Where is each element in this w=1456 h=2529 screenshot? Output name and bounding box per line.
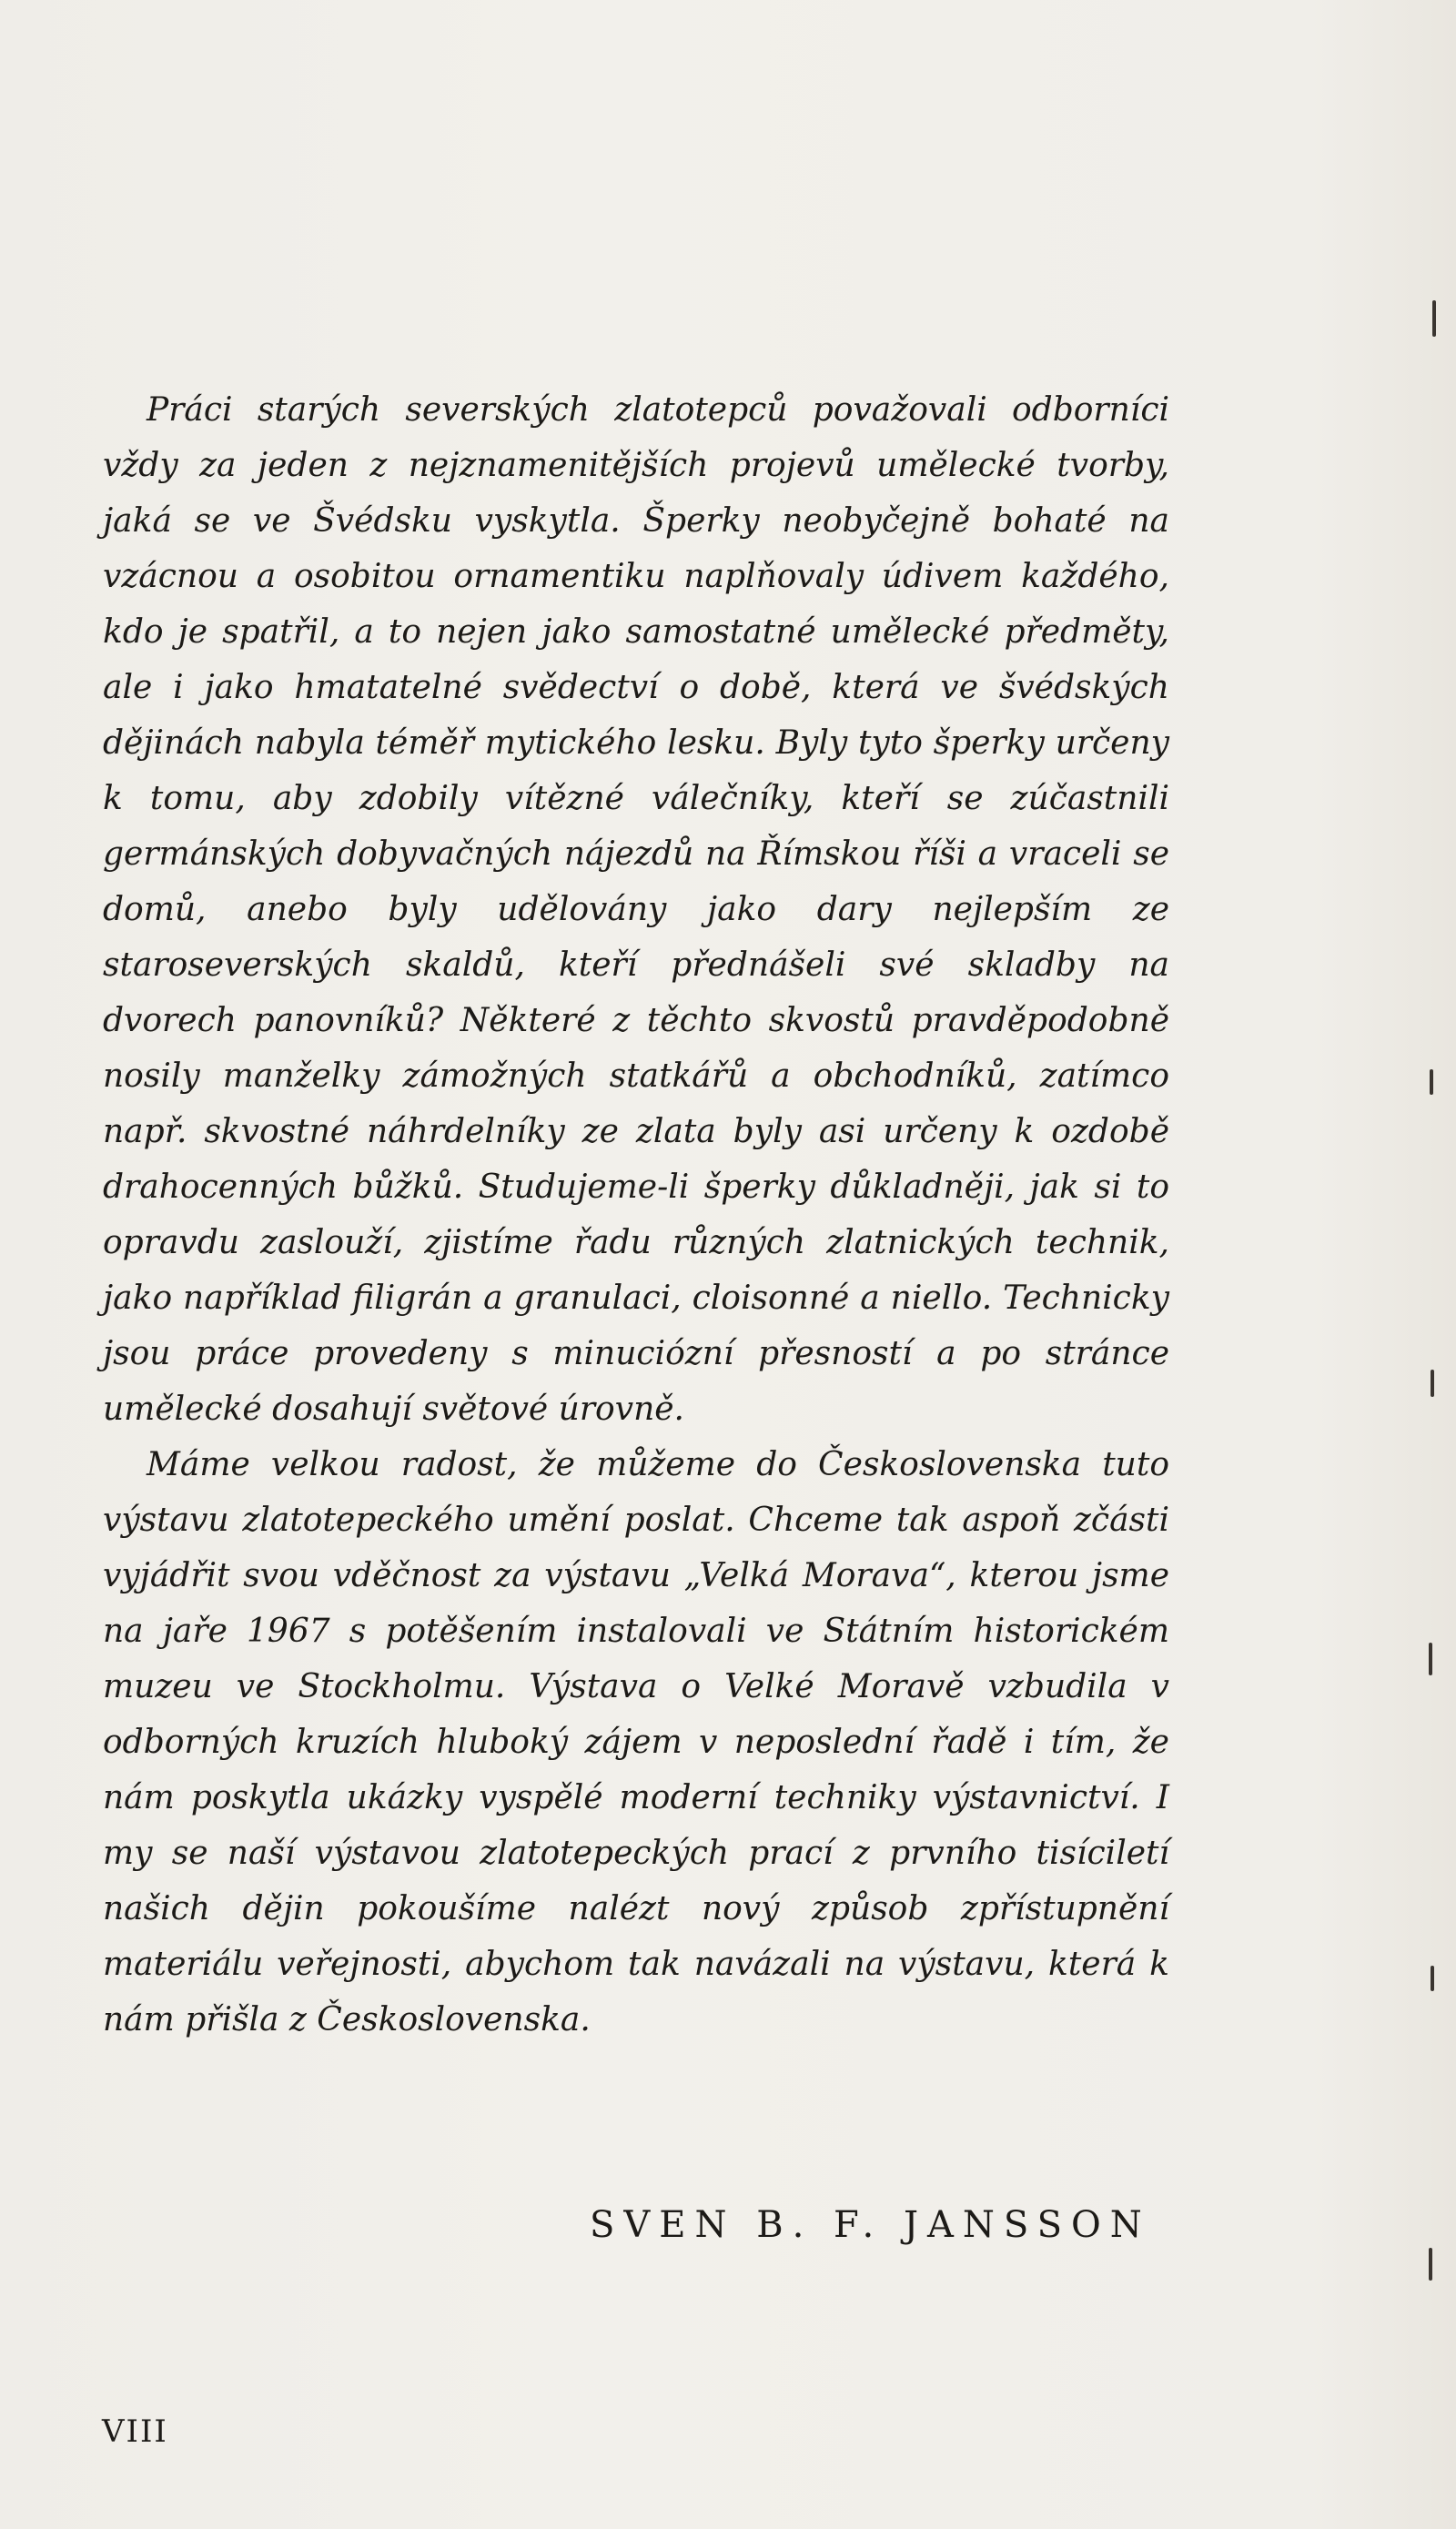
page-edge-mark [1432,300,1436,337]
page-edge-mark [1430,1069,1433,1095]
paragraph-2: Máme velkou radost, že můžeme do Československa tuto výstavu zlatotepeckého umění poslat. Chceme tak aspoň zčásti vyjádřit svou vděčnost za výstavu „Velká Morava“, kterou jsme na jaře 1967 s potěšením instalovali ve Státním historickém muzeu ve Stockholmu. Výstava o Velké Moravě vzbudila v odborných kruzích hluboký zájem v neposlední řadě i tím, že nám poskytla ukázky vyspělé moderní techniky výstavnictví. I my se naší výstavou zlatotepeckých prací z prvního tisíciletí našich dějin pokoušíme nalézt nový způsob zpřístupnění materiálu veřejnosti, abychom tak navázali na výstavu, která k nám přišla z Československa. [103,1446,1169,2038]
page-edge-mark [1431,1966,1434,1991]
page-edge-mark [1429,1643,1432,1675]
author-signature: SVEN B. F. JANSSON [590,2204,1151,2246]
body-text [103,382,1169,2048]
page-number: VIII [102,2413,168,2450]
page-edge-mark [1429,2248,1432,2281]
paragraph-1: Práci starých severských zlatotepců považovali odborníci vždy za jeden z nejznamenitějších projevů umělecké tvorby, jaká se ve Švédsku vyskytla. Šperky neobyčejně bohaté na vzácnou a osobitou ornamentiku naplňovaly údivem každého, kdo je spatřil, a to nejen jako samostatné umělecké předměty, ale i jako hmatatelné svědectví o době, která ve švédských dějinách nabyla téměř mytického lesku. Byly tyto šperky určeny k tomu, aby zdobily vítězné válečníky, kteří se zúčastnili germánských dobyvačných nájezdů na Římskou říši a vraceli se domů, anebo byly udělovány jako dary nejlepším ze staroseverských skaldů, kteří přednášeli své skladby na dvorech panovníků? Některé z těchto skvostů pravděpodobně nosily manželky zámožných statkářů a obchodníků, zatímco např. skvostné náhrdelníky ze zlata byly asi určeny k ozdobě drahocenných bůžků. Studujeme-li šperky důkladněji, jak si to opravdu zaslouží, zjistíme řadu různých zlatnických technik, jako například filigrán a granulaci, cloisonné a niello. Technicky jsou práce provedeny s minuciózní přesností a po stránce umělecké dosahují světové úrovně. [103,391,1169,1428]
page-edge-mark [1431,1370,1434,1397]
